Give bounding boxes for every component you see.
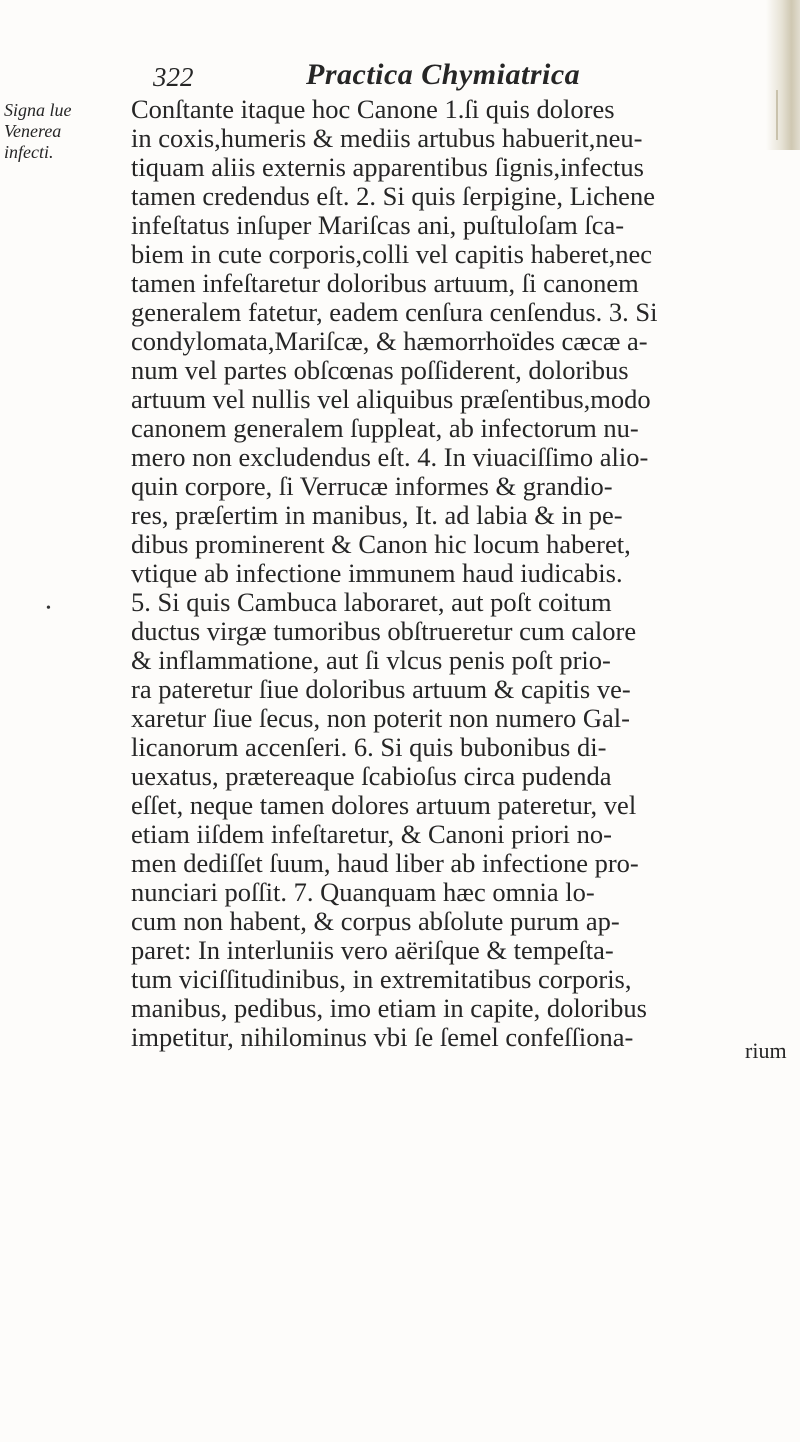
text-line: vtique ab infectione immunem haud iudicabis. [131, 558, 623, 588]
text-line: licanorum accenſeri. 6. Si quis bubonibus di- [131, 732, 607, 762]
text-line: in coxis,humeris & mediis artubus habuerit,neu- [131, 123, 643, 153]
text-line: condylomata,Mariſcæ, & hæmorrhoïdes cæcæ a- [131, 326, 648, 356]
text-line: & inflammatione, aut ſi vlcus penis poſt prio- [131, 645, 611, 675]
text-line: infeſtatus inſuper Mariſcas ani, puſtuloſam ſca- [131, 210, 625, 240]
text-line: men dediſſet ſuum, haud liber ab infectione pro- [131, 848, 639, 878]
text-line: generalem fatetur, eadem cenſura cenſendus. 3. Si [131, 297, 658, 327]
text-line: quin corpore, ſi Verrucæ informes & grandio- [131, 471, 613, 501]
text-line: ra pateretur ſiue doloribus artuum & capitis ve- [131, 674, 631, 704]
text-line: mero non excludendus eſt. 4. In viuaciſſimo alio- [131, 442, 649, 472]
text-line: dibus prominerent & Canon hic locum haberet, [131, 529, 631, 559]
text-line: cum non habent, & corpus abſolute purum ap- [131, 906, 620, 936]
text-line: manibus, pedibus, imo etiam in capite, doloribus [131, 993, 647, 1023]
text-line: 5. Si quis Cambuca laboraret, aut poſt coitum [131, 587, 612, 617]
text-line: tamen credendus eſt. 2. Si quis ſerpigine, Lichene [131, 181, 655, 211]
margin-note [4, 100, 124, 163]
page-number: 322 [153, 62, 194, 92]
text-line: canonem generalem ſuppleat, ab infectorum nu- [131, 413, 639, 443]
text-line: uexatus, prætereaque ſcabioſus circa pudenda [131, 761, 612, 791]
text-line: biem in cute corporis,colli vel capitis haberet,nec [131, 239, 652, 269]
margin-note-line: Signa lue [4, 100, 72, 120]
text-line: etiam iiſdem infeſtaretur, & Canoni priori no- [131, 819, 612, 849]
text-line: impetitur, nihilominus vbi ſe ſemel confeſſiona- [131, 1022, 634, 1052]
text-line: res, præſertim in manibus, It. ad labia & in pe- [131, 500, 623, 530]
text-line: tum viciſſitudinibus, in extremitatibus corporis, [131, 964, 632, 994]
text-line: nunciari poſſit. 7. Quanquam hæc omnia lo- [131, 877, 595, 907]
running-title: Practica Chymiatrica [306, 58, 581, 91]
text-line: paret: In interluniis vero aëriſque & tempeſta- [131, 935, 614, 965]
margin-note-line: Venerea [4, 121, 62, 141]
text-line: eſſet, neque tamen dolores artuum pateretur, vel [131, 790, 637, 820]
bullet-mark: • [46, 601, 51, 616]
margin-note-line: infecti. [4, 142, 54, 162]
text-line: ductus virgæ tumoribus obſtrueretur cum calore [131, 616, 637, 646]
text-line: artuum vel nullis vel aliquibus præſentibus,modo [131, 384, 651, 414]
text-line: num vel partes obſcœnas poſſiderent, doloribus [131, 355, 629, 385]
main-text-block [131, 95, 771, 1052]
catchword: rium [745, 1038, 787, 1063]
text-line: tiquam aliis externis apparentibus ſignis,infectus [131, 152, 644, 182]
text-line: xaretur ſiue ſecus, non poterit non numero Gal- [131, 703, 630, 733]
text-line: tamen infeſtaretur doloribus artuum, ſi canonem [131, 268, 639, 298]
text-line: Conſtante itaque hoc Canone 1.ſi quis dolores [131, 94, 615, 124]
